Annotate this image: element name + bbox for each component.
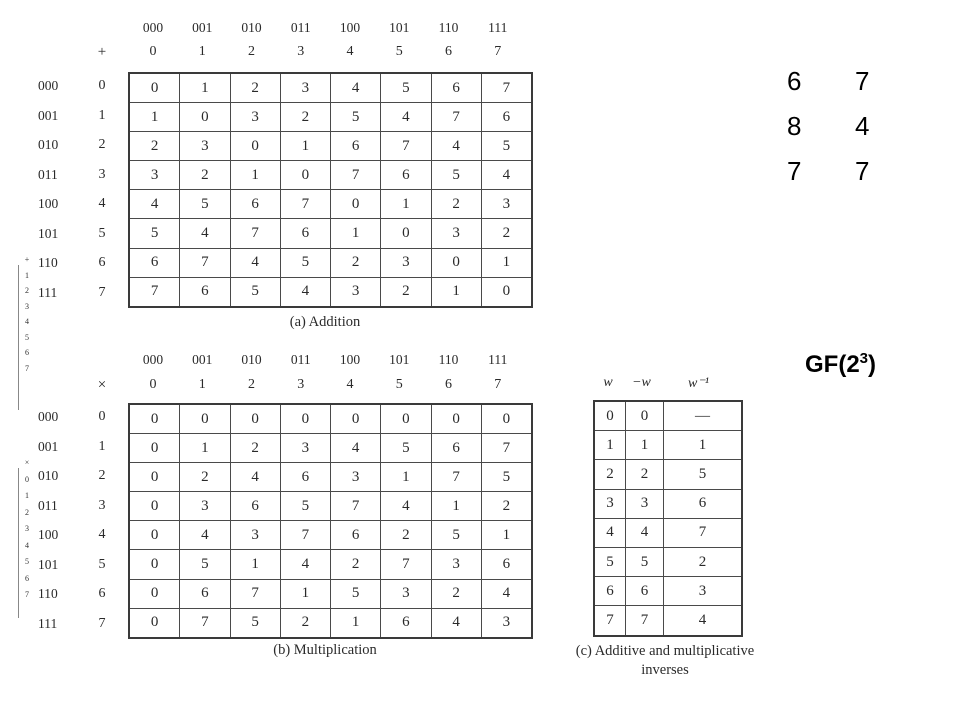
addition-row-binary-label: 010 bbox=[38, 137, 59, 152]
multiplication-row-decimal-label: 2 bbox=[98, 468, 106, 483]
addition-cell: 5 bbox=[381, 73, 431, 103]
multiplication-row-binary-label: 110 bbox=[38, 586, 58, 601]
addition-caption: (a) Addition bbox=[289, 314, 361, 330]
addition-row-decimal-label: 6 bbox=[98, 255, 106, 270]
addition-cell: 2 bbox=[129, 132, 180, 161]
multiplication-cell: 1 bbox=[381, 463, 431, 492]
addition-cell: 4 bbox=[331, 73, 381, 103]
addition-cell: 6 bbox=[431, 73, 481, 103]
multiplication-cell: 1 bbox=[180, 434, 230, 463]
multiplication-cell: 4 bbox=[431, 608, 481, 638]
left-add-line bbox=[18, 265, 19, 410]
addition-row bbox=[129, 219, 532, 248]
multiplication-cell: 0 bbox=[129, 550, 180, 579]
addition-cell: 7 bbox=[481, 73, 532, 103]
inverses-caption-line2: inverses bbox=[641, 662, 689, 678]
addition-col-decimal-header: 7 bbox=[494, 44, 502, 59]
multiplication-col-decimal-header: 5 bbox=[395, 377, 403, 392]
addition-cell: 5 bbox=[129, 219, 180, 248]
multiplication-col-binary-header: 111 bbox=[488, 352, 508, 367]
addition-cell: 1 bbox=[481, 248, 532, 277]
multiplication-cell: 0 bbox=[431, 404, 481, 434]
addition-col-binary-header: 011 bbox=[290, 20, 311, 35]
addition-col-binary-header: 110 bbox=[438, 20, 459, 35]
multiplication-cell: 7 bbox=[381, 550, 431, 579]
multiplication-cell: 7 bbox=[230, 579, 280, 608]
addition-row-binary-label: 110 bbox=[38, 255, 58, 270]
addition-cell: 6 bbox=[230, 190, 280, 219]
addition-grid bbox=[128, 72, 533, 308]
inverses-cell: 6 bbox=[626, 577, 664, 606]
inverses-cell: 5 bbox=[664, 460, 743, 489]
addition-cell: 7 bbox=[331, 161, 381, 190]
multiplication-cell: 4 bbox=[331, 434, 381, 463]
addition-row-decimal-label: 1 bbox=[98, 107, 106, 123]
multiplication-row bbox=[129, 521, 532, 550]
addition-cell: 2 bbox=[481, 219, 532, 248]
multiplication-row-binary-label: 101 bbox=[38, 556, 59, 572]
multiplication-cell: 0 bbox=[280, 404, 330, 434]
addition-cell: 0 bbox=[481, 277, 532, 307]
inverses-row bbox=[594, 518, 742, 547]
addition-col-decimal-header: 3 bbox=[297, 44, 305, 59]
multiplication-cell: 6 bbox=[381, 608, 431, 638]
addition-cell: 6 bbox=[180, 277, 230, 307]
multiplication-cell: 5 bbox=[431, 521, 481, 550]
addition-cell: 4 bbox=[381, 103, 431, 132]
addition-col-decimal-header: 0 bbox=[149, 44, 157, 59]
addition-cell: 3 bbox=[230, 103, 280, 132]
multiplication-cell: 0 bbox=[331, 404, 381, 434]
inverses-row bbox=[594, 489, 742, 518]
inverses-cell: 4 bbox=[594, 518, 626, 547]
addition-cell: 4 bbox=[481, 161, 532, 190]
addition-cell: 7 bbox=[381, 132, 431, 161]
multiplication-cell: 0 bbox=[129, 579, 180, 608]
multiplication-col-binary-header: 010 bbox=[241, 352, 262, 367]
left-mul-label: 5 bbox=[25, 557, 29, 566]
multiplication-cell: 6 bbox=[331, 521, 381, 550]
inverses-cell: 5 bbox=[594, 547, 626, 576]
addition-cell: 3 bbox=[381, 248, 431, 277]
addition-cell: 7 bbox=[180, 248, 230, 277]
multiplication-cell: 4 bbox=[481, 579, 532, 608]
addition-row bbox=[129, 132, 532, 161]
multiplication-cell: 6 bbox=[280, 463, 330, 492]
multiplication-cell: 3 bbox=[481, 608, 532, 638]
side-number: 7 bbox=[855, 66, 870, 96]
addition-cell: 3 bbox=[331, 277, 381, 307]
multiplication-cell: 5 bbox=[280, 492, 330, 521]
inverses-cell: 7 bbox=[664, 518, 743, 547]
multiplication-row-decimal-label: 6 bbox=[98, 586, 106, 601]
addition-row bbox=[129, 277, 532, 307]
addition-cell: 0 bbox=[431, 248, 481, 277]
left-add-label: 1 bbox=[25, 270, 29, 280]
side-number: 6 bbox=[787, 66, 802, 96]
addition-cell: 5 bbox=[431, 161, 481, 190]
addition-cell: 2 bbox=[230, 73, 280, 103]
multiplication-cell: 2 bbox=[381, 521, 431, 550]
multiplication-cell: 6 bbox=[230, 492, 280, 521]
multiplication-row-decimal-label: 7 bbox=[98, 615, 106, 631]
multiplication-grid bbox=[128, 403, 533, 639]
left-add-label: 3 bbox=[25, 301, 29, 311]
addition-cell: 2 bbox=[431, 190, 481, 219]
inverses-cell: — bbox=[664, 401, 743, 431]
addition-col-binary-header: 000 bbox=[142, 20, 164, 35]
addition-row-decimal-label: 3 bbox=[98, 166, 106, 182]
addition-col-binary-header: 101 bbox=[389, 20, 410, 35]
multiplication-cell: 1 bbox=[280, 579, 330, 608]
addition-cell: 7 bbox=[431, 103, 481, 132]
multiplication-cell: 3 bbox=[381, 579, 431, 608]
addition-cell: 1 bbox=[431, 277, 481, 307]
addition-col-binary-header: 100 bbox=[339, 20, 361, 35]
addition-cell: 5 bbox=[481, 132, 532, 161]
multiplication-col-binary-header: 110 bbox=[438, 352, 459, 367]
multiplication-cell: 4 bbox=[280, 550, 330, 579]
addition-row-decimal-label: 5 bbox=[98, 225, 106, 241]
multiplication-cell: 3 bbox=[230, 521, 280, 550]
addition-cell: 5 bbox=[180, 190, 230, 219]
addition-row-binary-label: 111 bbox=[38, 284, 58, 300]
addition-cell: 1 bbox=[129, 103, 180, 132]
addition-col-decimal-header: 5 bbox=[395, 44, 403, 59]
side-number: 7 bbox=[855, 156, 870, 186]
multiplication-row bbox=[129, 404, 532, 434]
multiplication-cell: 1 bbox=[431, 492, 481, 521]
multiplication-row-binary-label: 010 bbox=[38, 468, 59, 483]
addition-col-decimal-header: 2 bbox=[248, 44, 255, 59]
multiplication-cell: 2 bbox=[280, 608, 330, 638]
addition-cell: 6 bbox=[481, 103, 532, 132]
left-add-label: 7 bbox=[25, 363, 29, 373]
addition-row-decimal-label: 7 bbox=[98, 284, 106, 300]
multiplication-cell: 0 bbox=[129, 434, 180, 463]
addition-col-decimal-header: 4 bbox=[346, 44, 354, 59]
addition-cell: 4 bbox=[431, 132, 481, 161]
left-mul-line bbox=[18, 468, 19, 618]
addition-cell: 4 bbox=[180, 219, 230, 248]
multiplication-cell: 5 bbox=[331, 579, 381, 608]
inverses-cell: 4 bbox=[664, 606, 743, 636]
addition-row-decimal-label: 2 bbox=[98, 137, 106, 152]
addition-cell: 6 bbox=[129, 248, 180, 277]
side-number: 8 bbox=[787, 111, 802, 141]
multiplication-cell: 0 bbox=[129, 521, 180, 550]
addition-row bbox=[129, 190, 532, 219]
inverses-row bbox=[594, 606, 742, 636]
addition-cell: 1 bbox=[331, 219, 381, 248]
addition-cell: 7 bbox=[280, 190, 330, 219]
multiplication-cell: 2 bbox=[431, 579, 481, 608]
inverses-grid bbox=[593, 400, 743, 637]
inverses-cell: 2 bbox=[594, 460, 626, 489]
addition-cell: 3 bbox=[481, 190, 532, 219]
addition-cell: 2 bbox=[331, 248, 381, 277]
inverses-cell: 1 bbox=[664, 431, 743, 460]
multiplication-cell: 5 bbox=[180, 550, 230, 579]
left-mul-label: × bbox=[24, 458, 30, 467]
multiplication-cell: 0 bbox=[381, 404, 431, 434]
multiplication-cell: 7 bbox=[431, 463, 481, 492]
multiplication-cell: 2 bbox=[331, 550, 381, 579]
addition-col-binary-header: 111 bbox=[488, 20, 508, 35]
multiplication-col-decimal-header: 2 bbox=[248, 377, 255, 392]
multiplication-col-binary-header: 011 bbox=[290, 352, 311, 367]
multiplication-operator-symbol: × bbox=[97, 377, 107, 393]
left-mul-label: 7 bbox=[25, 590, 29, 599]
multiplication-cell: 4 bbox=[180, 521, 230, 550]
multiplication-cell: 6 bbox=[481, 550, 532, 579]
multiplication-row bbox=[129, 550, 532, 579]
multiplication-row-decimal-label: 4 bbox=[98, 527, 106, 542]
multiplication-cell: 4 bbox=[381, 492, 431, 521]
inverses-row bbox=[594, 577, 742, 606]
multiplication-col-decimal-header: 4 bbox=[346, 377, 354, 392]
multiplication-col-decimal-header: 0 bbox=[149, 377, 157, 392]
left-add-label: 5 bbox=[25, 332, 29, 342]
addition-cell: 4 bbox=[129, 190, 180, 219]
addition-cell: 0 bbox=[180, 103, 230, 132]
left-add-label: 4 bbox=[25, 317, 29, 326]
inverses-row bbox=[594, 431, 742, 460]
addition-cell: 1 bbox=[280, 132, 330, 161]
multiplication-cell: 0 bbox=[481, 404, 532, 434]
multiplication-row bbox=[129, 434, 532, 463]
multiplication-cell: 3 bbox=[331, 463, 381, 492]
left-mul-label: 1 bbox=[25, 491, 29, 500]
multiplication-cell: 7 bbox=[180, 608, 230, 638]
inverses-cell: 0 bbox=[594, 401, 626, 431]
multiplication-col-binary-header: 100 bbox=[339, 352, 361, 367]
left-add-label: + bbox=[24, 255, 30, 264]
multiplication-row-decimal-label: 3 bbox=[98, 497, 106, 513]
inverses-col-header: w⁻¹ bbox=[688, 376, 709, 391]
addition-cell: 3 bbox=[280, 73, 330, 103]
multiplication-cell: 2 bbox=[230, 434, 280, 463]
addition-row-binary-label: 011 bbox=[38, 166, 58, 182]
inverses-cell: 7 bbox=[594, 606, 626, 636]
inverses-cell: 2 bbox=[626, 460, 664, 489]
addition-row bbox=[129, 73, 532, 103]
addition-col-binary-header: 010 bbox=[241, 20, 262, 35]
inverses-cell: 1 bbox=[594, 431, 626, 460]
addition-cell: 4 bbox=[230, 248, 280, 277]
multiplication-cell: 0 bbox=[129, 492, 180, 521]
addition-row bbox=[129, 103, 532, 132]
inverses-cell: 6 bbox=[594, 577, 626, 606]
addition-row bbox=[129, 248, 532, 277]
left-mul-label: 4 bbox=[25, 540, 29, 550]
multiplication-cell: 3 bbox=[280, 434, 330, 463]
addition-cell: 1 bbox=[180, 73, 230, 103]
inverses-caption-line1: (c) Additive and multiplicative bbox=[575, 643, 755, 659]
multiplication-cell: 7 bbox=[331, 492, 381, 521]
inverses-row bbox=[594, 547, 742, 576]
addition-cell: 5 bbox=[331, 103, 381, 132]
left-mul-label: 3 bbox=[25, 524, 29, 533]
multiplication-cell: 2 bbox=[180, 463, 230, 492]
multiplication-cell: 5 bbox=[230, 608, 280, 638]
multiplication-cell: 6 bbox=[180, 579, 230, 608]
addition-cell: 2 bbox=[280, 103, 330, 132]
addition-cell: 1 bbox=[381, 190, 431, 219]
left-add-label: 6 bbox=[25, 348, 29, 357]
multiplication-col-decimal-header: 1 bbox=[198, 377, 206, 392]
multiplication-col-binary-header: 001 bbox=[192, 352, 213, 367]
addition-cell: 5 bbox=[280, 248, 330, 277]
inverses-cell: 7 bbox=[626, 606, 664, 636]
multiplication-col-decimal-header: 6 bbox=[445, 377, 452, 392]
addition-cell: 0 bbox=[381, 219, 431, 248]
addition-cell: 7 bbox=[129, 277, 180, 307]
left-add-label: 2 bbox=[25, 286, 29, 295]
addition-cell: 6 bbox=[381, 161, 431, 190]
inverses-cell: 3 bbox=[594, 489, 626, 518]
addition-cell: 0 bbox=[280, 161, 330, 190]
addition-row-binary-label: 001 bbox=[38, 107, 59, 123]
multiplication-row bbox=[129, 608, 532, 638]
addition-cell: 0 bbox=[331, 190, 381, 219]
multiplication-row-binary-label: 011 bbox=[38, 497, 58, 513]
multiplication-cell: 0 bbox=[129, 463, 180, 492]
multiplication-cell: 4 bbox=[230, 463, 280, 492]
addition-cell: 3 bbox=[129, 161, 180, 190]
addition-cell: 4 bbox=[280, 277, 330, 307]
addition-cell: 3 bbox=[180, 132, 230, 161]
multiplication-row bbox=[129, 492, 532, 521]
multiplication-row-binary-label: 111 bbox=[38, 615, 58, 631]
multiplication-cell: 1 bbox=[331, 608, 381, 638]
addition-row-decimal-label: 0 bbox=[98, 78, 106, 93]
inverses-row bbox=[594, 460, 742, 489]
inverses-row bbox=[594, 401, 742, 431]
side-number: 7 bbox=[787, 156, 802, 186]
multiplication-cell: 0 bbox=[180, 404, 230, 434]
left-mul-label: 6 bbox=[25, 573, 29, 583]
left-mul-label: 0 bbox=[25, 474, 29, 484]
multiplication-cell: 2 bbox=[481, 492, 532, 521]
inverses-cell: 1 bbox=[626, 431, 664, 460]
multiplication-cell: 5 bbox=[381, 434, 431, 463]
multiplication-col-binary-header: 101 bbox=[389, 352, 410, 367]
inverses-cell: 4 bbox=[626, 518, 664, 547]
addition-cell: 3 bbox=[431, 219, 481, 248]
multiplication-cell: 3 bbox=[431, 550, 481, 579]
multiplication-cell: 1 bbox=[230, 550, 280, 579]
inverses-cell: 3 bbox=[664, 577, 743, 606]
inverses-col-header: −w bbox=[632, 375, 651, 390]
multiplication-cell: 5 bbox=[481, 463, 532, 492]
addition-cell: 7 bbox=[230, 219, 280, 248]
multiplication-row-binary-label: 001 bbox=[38, 438, 59, 454]
multiplication-row-decimal-label: 1 bbox=[98, 438, 106, 454]
addition-cell: 2 bbox=[180, 161, 230, 190]
multiplication-col-binary-header: 000 bbox=[142, 352, 164, 367]
multiplication-col-decimal-header: 3 bbox=[297, 377, 305, 392]
multiplication-row-binary-label: 100 bbox=[38, 527, 59, 542]
multiplication-row-binary-label: 000 bbox=[38, 409, 59, 424]
addition-cell: 1 bbox=[230, 161, 280, 190]
addition-cell: 0 bbox=[129, 73, 180, 103]
multiplication-cell: 7 bbox=[280, 521, 330, 550]
addition-row-binary-label: 101 bbox=[38, 225, 59, 241]
addition-cell: 0 bbox=[230, 132, 280, 161]
multiplication-cell: 0 bbox=[129, 608, 180, 638]
side-number: 4 bbox=[855, 111, 870, 141]
multiplication-caption: (b) Multiplication bbox=[273, 642, 377, 658]
multiplication-row bbox=[129, 579, 532, 608]
multiplication-cell: 1 bbox=[481, 521, 532, 550]
addition-cell: 6 bbox=[280, 219, 330, 248]
addition-cell: 5 bbox=[230, 277, 280, 307]
multiplication-cell: 0 bbox=[230, 404, 280, 434]
multiplication-cell: 3 bbox=[180, 492, 230, 521]
multiplication-cell: 6 bbox=[431, 434, 481, 463]
addition-operator-symbol: + bbox=[97, 44, 107, 60]
inverses-cell: 3 bbox=[626, 489, 664, 518]
inverses-cell: 6 bbox=[664, 489, 743, 518]
inverses-col-header: w bbox=[603, 375, 613, 390]
gf-label: $GF(2^3)$ bbox=[805, 350, 877, 378]
addition-cell: 2 bbox=[381, 277, 431, 307]
addition-col-decimal-header: 1 bbox=[198, 44, 206, 59]
addition-row-binary-label: 000 bbox=[38, 78, 59, 93]
multiplication-col-decimal-header: 7 bbox=[494, 377, 502, 392]
multiplication-row-decimal-label: 5 bbox=[98, 556, 106, 572]
multiplication-cell: 7 bbox=[481, 434, 532, 463]
multiplication-row-decimal-label: 0 bbox=[98, 409, 106, 424]
addition-row-decimal-label: 4 bbox=[98, 196, 106, 211]
inverses-cell: 2 bbox=[664, 547, 743, 576]
addition-row bbox=[129, 161, 532, 190]
left-mul-label: 2 bbox=[25, 507, 29, 517]
inverses-cell: 0 bbox=[626, 401, 664, 431]
multiplication-cell: 0 bbox=[129, 404, 180, 434]
multiplication-row bbox=[129, 463, 532, 492]
addition-cell: 6 bbox=[331, 132, 381, 161]
addition-col-decimal-header: 6 bbox=[445, 44, 452, 59]
addition-row-binary-label: 100 bbox=[38, 196, 59, 211]
addition-col-binary-header: 001 bbox=[192, 20, 213, 35]
inverses-cell: 5 bbox=[626, 547, 664, 576]
